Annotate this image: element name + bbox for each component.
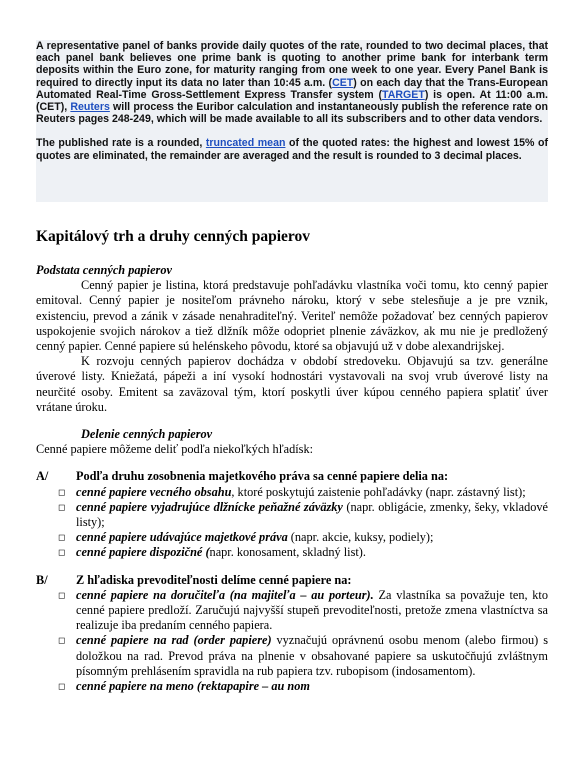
pasted-english-text-block bbox=[36, 40, 548, 202]
section-a-title: Podľa druhu zosobnenia majetkového práva sa cenné papiere delia na: bbox=[76, 469, 449, 484]
checkbox-bullet-icon: ◻ bbox=[58, 547, 66, 558]
link-target[interactable]: TARGET bbox=[382, 88, 425, 101]
list-item: ◻ cenné papiere na doručiteľa (na majiteľa – au porteur). Za vlastníka sa považuje ten, kto cenné papiere predloží. Zaručujú najvyšší stupeň prevoditeľnosti, pretože zmena vlastníctva sa realizuje iba predaním cenného papiera. bbox=[58, 587, 549, 633]
section-a-letter: A/ bbox=[36, 469, 49, 484]
list-item: ◻ cenné papiere udávajúce majetkové práva (napr. akcie, kuksy, podiely); bbox=[58, 530, 434, 545]
section-a-heading bbox=[36, 469, 548, 484]
subheading-delenie: Delenie cenných papierov bbox=[81, 427, 213, 442]
list-item: ◻ cenné papiere na rad (order papiere) vyznačujú oprávnenú osobu menom (alebo firmou) s doložkou na rad. Prevod práva na plnenie v obsahované papiere sa uskutočňujú zvláštnym písomným prehlásením spravidla na rub papiera tzv. rubopisom (indosamentom). bbox=[58, 633, 548, 678]
section-b-list bbox=[36, 588, 548, 694]
section-heading: Kapitálový trh a druhy cenných papierov bbox=[36, 228, 311, 245]
paragraph-history: K rozvoju cenných papierov dochádza v období stredoveku. Objavujú sa tzv. generálne úverové listy. Kniežatá, pápeži a iní vysokí hodnostári vystavovali na svoj vrub úverové listy na neurčité osoby. Emitent sa zaväzoval tým, ktorí poskytli úver kúpou cenného papiera splatiť úver vrátane úroku. bbox=[36, 354, 548, 414]
checkbox-bullet-icon: ◻ bbox=[58, 532, 66, 543]
section-b-letter: B/ bbox=[36, 572, 48, 587]
checkbox-bullet-icon: ◻ bbox=[58, 635, 66, 646]
section-b-title: Z hľadiska prevoditeľnosti delíme cenné papiere na: bbox=[76, 572, 352, 587]
document-body bbox=[36, 263, 548, 694]
link-truncated-mean[interactable]: truncated mean bbox=[205, 137, 286, 150]
checkbox-bullet-icon: ◻ bbox=[58, 501, 66, 512]
list-item: ◻ cenné papiere na meno (rektapapire – au nom bbox=[58, 679, 310, 694]
checkbox-bullet-icon: ◻ bbox=[58, 486, 66, 497]
link-reuters[interactable]: Reuters bbox=[70, 101, 110, 114]
link-cet[interactable]: CET bbox=[332, 76, 354, 89]
paragraph-classification-intro: Cenné papiere môžeme deliť podľa niekoľkých hľadísk: bbox=[36, 442, 314, 457]
euribor-paragraph-1: A representative panel of banks provide daily quotes of the rate, rounded to two decimal places, that each panel bank believes one prime bank is quoting to another prime bank for interbank term deposits within the Euro zone, for maturity ranging from one week to one year. Every Panel Bank is required to directly input its data no later than 10:45 a.m. (CET) on each day that the Trans-European Automated Real-Time Gross-Settlement Express Transfer system (TARGET) is open. At 11:00 a.m. (CET), Reuters will process the Euribor calculation and instantaneously publish the reference rate on Reuters pages 248-249, which will be made available to all its subscribers and to other data vendors. bbox=[36, 40, 548, 126]
section-a-list bbox=[36, 485, 548, 561]
checkbox-bullet-icon: ◻ bbox=[58, 681, 66, 692]
list-item: ◻ cenné papiere dispozičné (napr. konosament, skladný list). bbox=[58, 545, 366, 560]
paragraph-definition: Cenný papier je listina, ktorá predstavuje pohľadávku vlastníka voči tomu, kto cenný papier emitoval. Cenný papier je nositeľom právneho nároku, ktorý v sebe stelesňuje a je pre vznik, existenciu, prevod a zánik v zásade nenahraditeľný. Veriteľ nemôže požadovať bez cenných papierov uspokojenie svojich nárokov a tiež dlžník môže odopriet plnenie záväzkov, ak mu nie je predložený cenný papier. Cenné papiere sú helénskeho pôvodu, ktoré sa objavujú už v dobe alexandrijskej. bbox=[36, 278, 548, 354]
list-item: ◻ cenné papiere vecného obsahu, ktoré poskytujú zaistenie pohľadávky (napr. zástavný list); bbox=[58, 484, 526, 499]
section-b-heading bbox=[36, 573, 548, 588]
euribor-paragraph-2: The published rate is a rounded, truncated mean of the quoted rates: the highest and lowest 15% of quotes are eliminated, the remainder are averaged and the result is rounded to 3 decimal places. bbox=[36, 137, 549, 162]
subheading-podstata: Podstata cenných papierov bbox=[36, 263, 172, 277]
list-item: ◻ cenné papiere vyjadrujúce dlžnícke peňažné záväzky (napr. obligácie, zmenky, šeky, vkladové listy); bbox=[58, 499, 548, 530]
checkbox-bullet-icon: ◻ bbox=[58, 589, 66, 600]
